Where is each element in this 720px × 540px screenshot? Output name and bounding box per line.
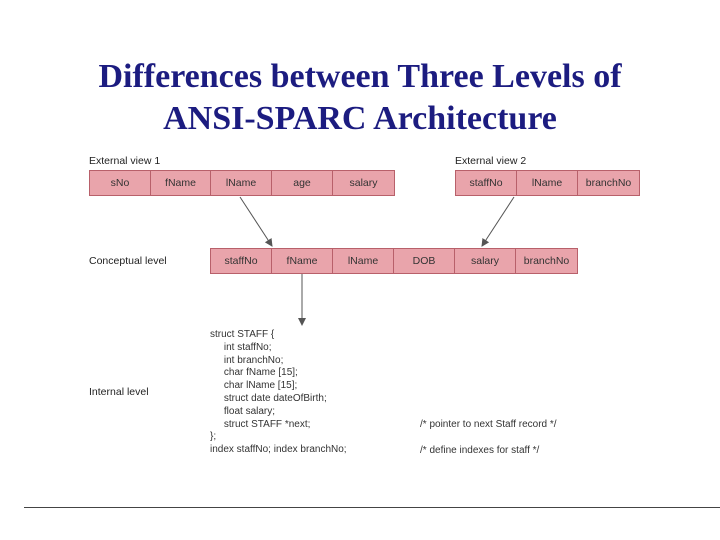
code-line: index staffNo; index branchNo;: [210, 444, 347, 456]
footer-divider: [24, 507, 720, 508]
code-line: struct STAFF *next;: [210, 418, 311, 430]
external-view-1-field-3: age: [272, 171, 333, 195]
code-line: char lName [15];: [210, 380, 298, 392]
code-line: char fName [15];: [210, 367, 298, 379]
conceptual-level-field-2: lName: [333, 249, 394, 273]
conceptual-level-label: Conceptual level: [89, 255, 167, 267]
comment-define-indexes: /* define indexes for staff */: [420, 445, 540, 456]
external-view-2-field-2: branchNo: [578, 171, 639, 195]
arrow-ev1-to-conceptual: [240, 197, 272, 246]
code-line: float salary;: [210, 405, 276, 417]
internal-level-code: [210, 329, 347, 457]
external-view-1-label: External view 1: [89, 155, 161, 167]
external-view-1-field-4: salary: [333, 171, 394, 195]
external-view-2-field-0: staffNo: [456, 171, 517, 195]
external-view-1-field-2: lName: [211, 171, 272, 195]
internal-level-label: Internal level: [89, 386, 149, 398]
external-view-1-table: [89, 170, 395, 196]
external-view-1-field-0: sNo: [90, 171, 151, 195]
conceptual-level-table: [210, 248, 578, 274]
code-line: int staffNo;: [210, 341, 272, 353]
external-view-2-field-1: lName: [517, 171, 578, 195]
conceptual-level-field-4: salary: [455, 249, 516, 273]
external-view-2-label: External view 2: [455, 155, 527, 167]
code-line: struct STAFF {: [210, 329, 275, 340]
code-line: };: [210, 431, 217, 443]
code-line: struct date dateOfBirth;: [210, 392, 327, 404]
title-line-2: ANSI-SPARC Architecture: [163, 100, 557, 137]
code-line: int branchNo;: [210, 354, 284, 366]
external-view-1-field-1: fName: [151, 171, 211, 195]
external-view-2-table: [455, 170, 640, 196]
conceptual-level-field-0: staffNo: [211, 249, 272, 273]
arrow-ev2-to-conceptual: [482, 197, 514, 246]
conceptual-level-field-5: branchNo: [516, 249, 577, 273]
comment-next-pointer: /* pointer to next Staff record */: [420, 419, 557, 430]
conceptual-level-field-1: fName: [272, 249, 333, 273]
title-line-1: Differences between Three Levels of: [98, 58, 622, 95]
conceptual-level-field-3: DOB: [394, 249, 455, 273]
